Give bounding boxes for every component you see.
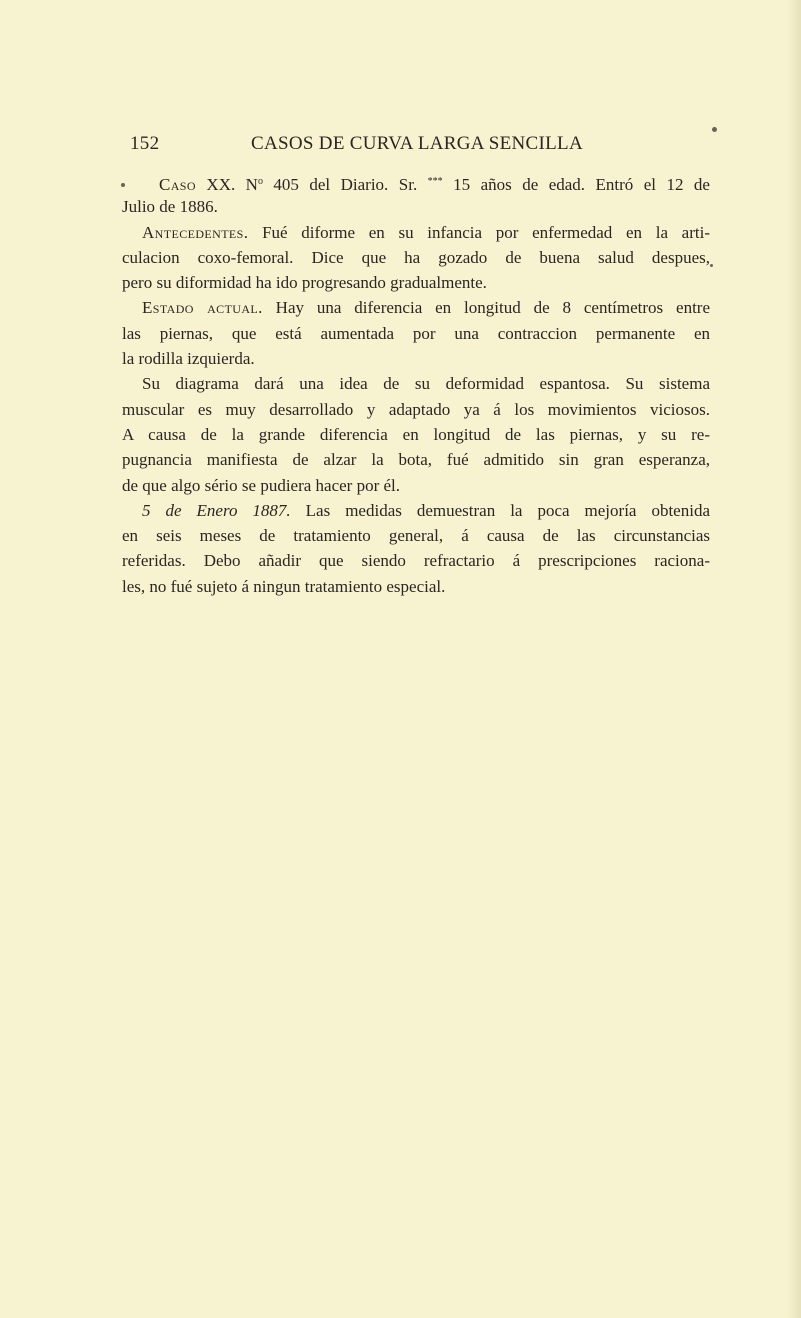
estado-line-2: las piernas, que está aumentada por una contraccion permanente en (122, 323, 710, 343)
ink-speck (710, 264, 713, 267)
enero-line-3: referidas. Debo añadir que siendo refractario á prescripciones raciona- (122, 551, 710, 571)
estado-line-3: la rodilla izquierda. (122, 349, 255, 369)
antecedentes-line-3: pero su diformidad ha ido progresando gradualmente. (122, 273, 487, 293)
enero-line-2: en seis meses de tratamiento general, á causa de las circunstancias (122, 526, 710, 546)
antecedentes-line-1: Antecedentes. Fué diforme en su infancia por enfermedad en la arti- (142, 222, 710, 242)
diagrama-line-1: Su diagrama dará una idea de su deformidad espantosa. Su sistema (142, 374, 710, 394)
diagrama-line-4: pugnancia manifiesta de alzar la bota, fué admitido sin gran esperanza, (122, 450, 710, 470)
antecedentes-label: Antecedentes. (142, 222, 249, 242)
body-text (122, 169, 711, 599)
estado-line-1: Estado actual. Hay una diferencia en longitud de 8 centímetros entre (142, 298, 711, 318)
diagrama-line-3: A causa de la grande diferencia en longitud de las piernas, y su re- (122, 424, 710, 444)
running-title: CASOS DE CURVA LARGA SENCILLA (251, 133, 583, 154)
diagrama-line-2: muscular es muy desarrollado y adaptado ya á los movimientos viciosos. (122, 399, 710, 419)
estado-label: Estado actual. (142, 298, 263, 318)
ink-speck (121, 183, 125, 187)
enero-line-4: les, no fué sujeto á ningun tratamiento especial. (122, 576, 446, 596)
entry-date: 5 de Enero 1887. (142, 500, 291, 520)
page-number: 152 (130, 133, 160, 154)
page-header (130, 130, 690, 160)
enero-line-1: 5 de Enero 1887. Las medidas demuestran la poca mejoría obtenida (142, 500, 710, 520)
antecedentes-line-2: culacion coxo-femoral. Dice que ha gozado de buena salud despues, (122, 247, 710, 267)
case-label: Caso (159, 175, 196, 194)
page-edge-shading (787, 0, 801, 1318)
case-line-2: Julio de 1886. (122, 197, 218, 217)
ink-speck (712, 127, 717, 132)
case-line-1: Caso XX. $N^o$ 405 del Diario. Sr. *** 15 años de edad. Entró el 12 de (159, 175, 710, 194)
diagrama-line-5: de que algo sério se pudiera hacer por él. (122, 475, 401, 495)
